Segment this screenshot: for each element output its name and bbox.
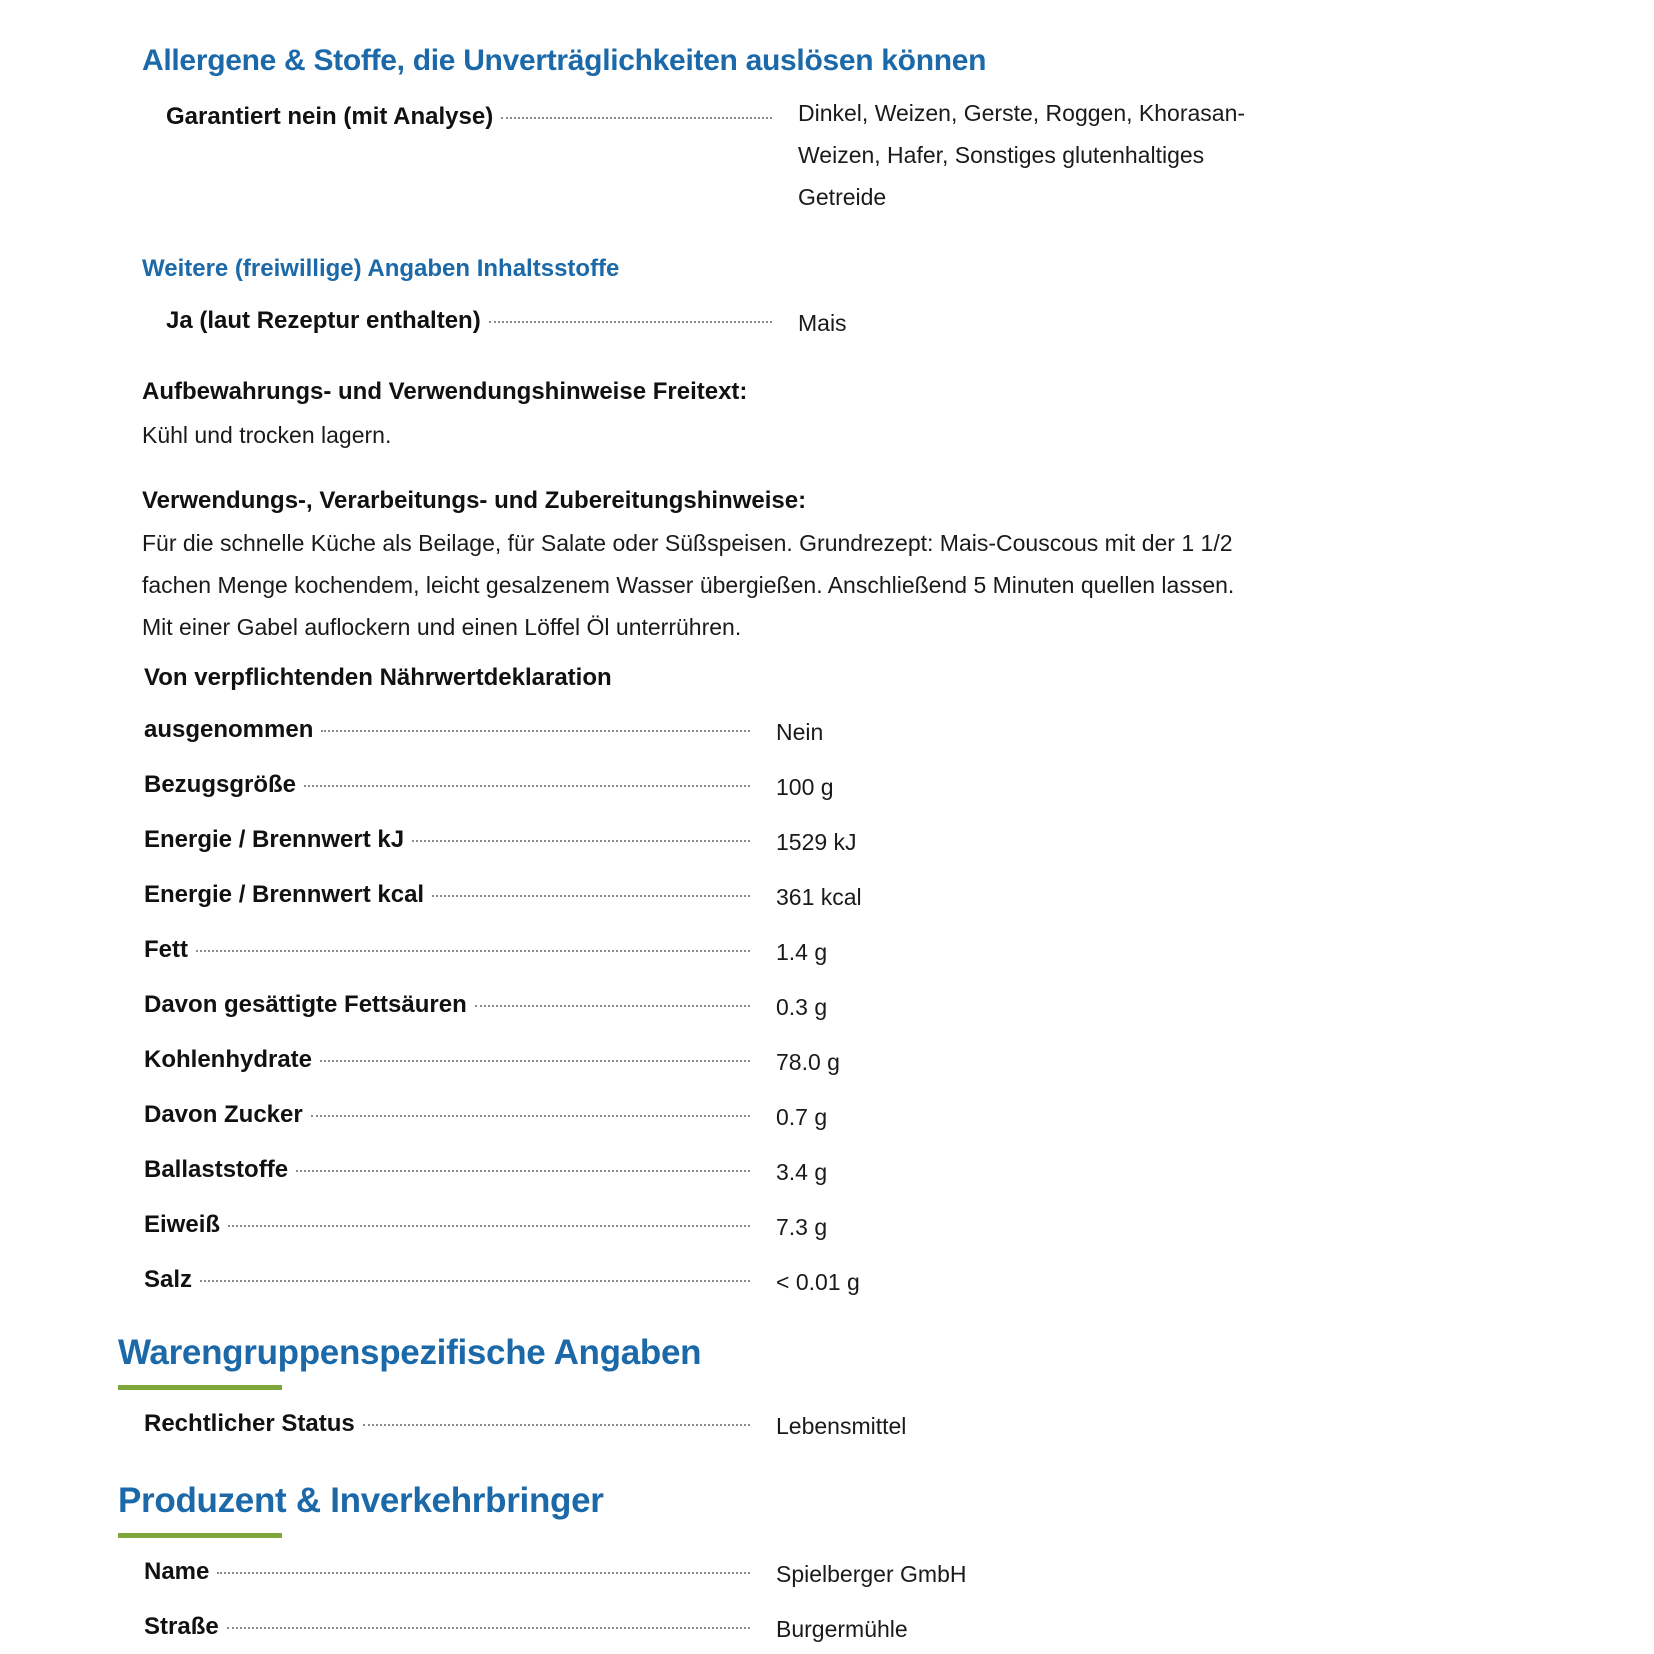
table-row: [144, 1266, 750, 1294]
row-value: 1529 kJ: [776, 829, 857, 855]
leader-dots: [227, 1627, 750, 1629]
row-value: 100 g: [776, 774, 834, 800]
row-value: Spielberger GmbH: [776, 1561, 967, 1587]
table-row: [144, 716, 750, 744]
row-value: 78.0 g: [776, 1049, 840, 1075]
row-label: Energie / Brennwert kJ: [144, 826, 405, 853]
row-value: 1.4 g: [776, 939, 828, 965]
row-label: Energie / Brennwert kcal: [144, 881, 425, 908]
leader-dots: [228, 1225, 750, 1227]
table-row: [144, 991, 750, 1019]
row-value: Burgermühle: [776, 1616, 908, 1642]
leader-dots: [321, 730, 750, 732]
table-row: [144, 826, 750, 854]
leader-dots: [363, 1424, 750, 1426]
row-label: Straße: [144, 1613, 219, 1640]
leader-dots: [320, 1060, 750, 1062]
heading-underline: [118, 1533, 282, 1538]
row-value: Nein: [776, 719, 824, 745]
table-row: [144, 1211, 750, 1239]
table-row: [144, 881, 750, 909]
table-row: [144, 1410, 750, 1438]
row-label: Name: [144, 1558, 210, 1585]
row-label: Eiweiß: [144, 1211, 221, 1238]
table-row: [144, 1558, 750, 1586]
allergen-label: Garantiert nein (mit Analyse): [166, 103, 494, 130]
row-label: Fett: [144, 936, 188, 963]
table-row: [144, 1156, 750, 1184]
table-row: [144, 936, 750, 964]
leader-dots: [217, 1572, 750, 1574]
usage-heading: Verwendungs-, Verarbeitungs- und Zubereitungshinweise:: [142, 487, 807, 514]
leader-dots: [412, 840, 750, 842]
leader-dots: [501, 117, 772, 119]
row-value: < 0.01 g: [776, 1269, 860, 1295]
row-label: Salz: [144, 1266, 193, 1293]
leader-dots: [200, 1280, 750, 1282]
row-value: 0.3 g: [776, 994, 828, 1020]
leader-dots: [196, 950, 750, 952]
allergen-row: [166, 103, 772, 131]
storage-text: Kühl und trocken lagern.: [142, 422, 392, 448]
row-value: 7.3 g: [776, 1214, 828, 1240]
leader-dots: [296, 1170, 750, 1172]
row-label: ausgenommen: [144, 716, 314, 743]
leader-dots: [304, 785, 750, 787]
usage-text: [142, 522, 1234, 648]
nutrition-intro: Von verpflichtenden Nährwertdeklaration: [144, 664, 612, 691]
row-value: 0.7 g: [776, 1104, 828, 1130]
producer-heading: Produzent & Inverkehrbringer: [118, 1481, 604, 1520]
leader-dots: [311, 1115, 750, 1117]
table-row: [144, 1046, 750, 1074]
allergen-value-line: Weizen, Hafer, Sonstiges glutenhaltiges: [798, 142, 1205, 168]
row-label: Ballaststoffe: [144, 1156, 289, 1183]
row-value: Lebensmittel: [776, 1413, 907, 1439]
allergen-value: [798, 92, 1245, 218]
row-label: Kohlenhydrate: [144, 1046, 313, 1073]
storage-heading: Aufbewahrungs- und Verwendungshinweise Freitext:: [142, 378, 748, 405]
table-row: [144, 771, 750, 799]
usage-line: Mit einer Gabel auflockern und einen Löffel Öl unterrühren.: [142, 614, 742, 640]
further-heading: Weitere (freiwillige) Angaben Inhaltsstoffe: [142, 255, 620, 282]
table-row: [144, 1613, 750, 1641]
further-value: Mais: [798, 310, 847, 336]
row-value: 3.4 g: [776, 1159, 828, 1185]
usage-line: fachen Menge kochendem, leicht gesalzenem Wasser übergießen. Anschließend 5 Minuten quellen lassen.: [142, 572, 1235, 598]
table-row: [144, 1101, 750, 1129]
further-row: [166, 307, 772, 335]
row-label: Davon gesättigte Fettsäuren: [144, 991, 467, 1018]
usage-line: Für die schnelle Küche als Beilage, für Salate oder Süßspeisen. Grundrezept: Mais-Couscous mit der 1 1/2: [142, 530, 1233, 556]
leader-dots: [489, 321, 772, 323]
leader-dots: [432, 895, 750, 897]
row-value: 361 kcal: [776, 884, 862, 910]
product-group-heading: Warengruppenspezifische Angaben: [118, 1333, 702, 1372]
row-label: Bezugsgröße: [144, 771, 297, 798]
leader-dots: [475, 1005, 750, 1007]
allergen-value-line: Dinkel, Weizen, Gerste, Roggen, Khorasan-: [798, 100, 1246, 126]
row-label: Rechtlicher Status: [144, 1410, 355, 1437]
heading-underline: [118, 1385, 282, 1390]
allergen-heading: Allergene & Stoffe, die Unverträglichkeiten auslösen können: [142, 44, 987, 77]
allergen-value-line: Getreide: [798, 184, 887, 210]
further-label: Ja (laut Rezeptur enthalten): [166, 307, 481, 334]
row-label: Davon Zucker: [144, 1101, 303, 1128]
